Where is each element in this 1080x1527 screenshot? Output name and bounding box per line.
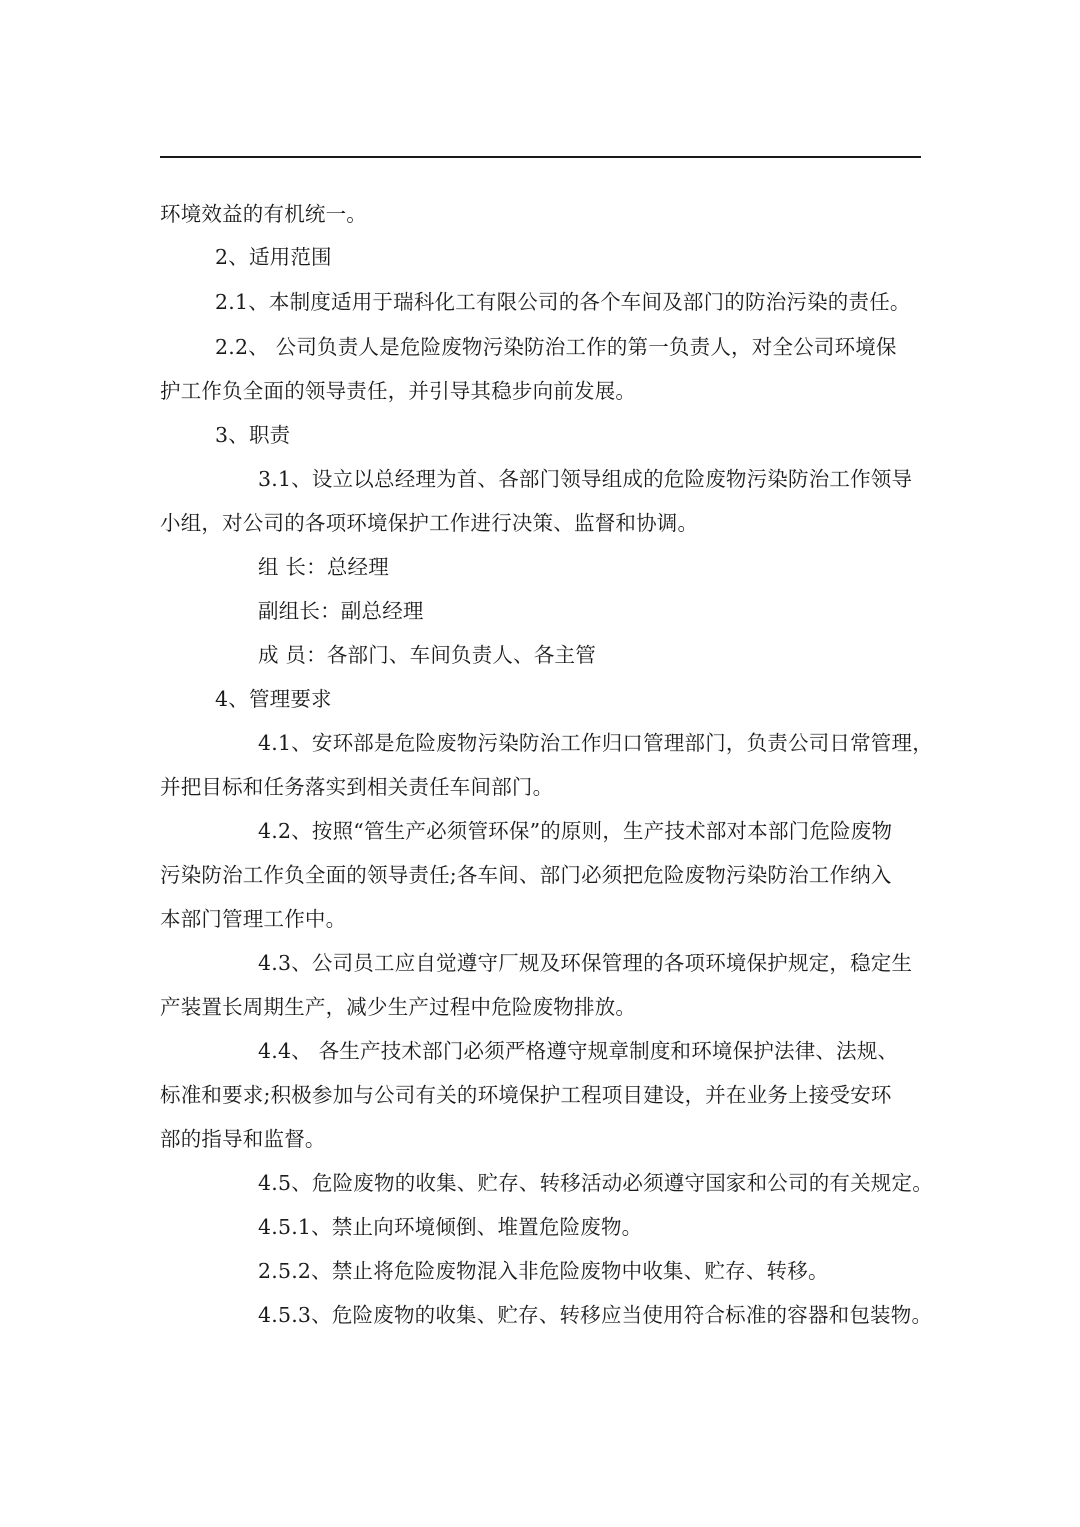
clause-2-2-line1: 2.2、 公司负责人是危险废物污染防治工作的第一负责人，对全公司环境保 <box>215 335 897 359</box>
clause-4-4-line2: 标准和要求;积极参加与公司有关的环境保护工程项目建设，并在业务上接受安环 <box>160 1083 892 1107</box>
clause-4-1-line2: 并把目标和任务落实到相关责任车间部门。 <box>160 775 554 799</box>
text-line-continuation: 环境效益的有机统一。 <box>160 202 367 226</box>
clause-4-2-line2: 污染防治工作负全面的领导责任;各车间、部门必须把危险废物污染防治工作纳入 <box>160 863 892 887</box>
clause-4-3-line2: 产装置长周期生产，减少生产过程中危险废物排放。 <box>160 995 637 1019</box>
clause-4-4-line3: 部的指导和监督。 <box>160 1127 326 1151</box>
heading-responsibilities: 3、职责 <box>215 423 291 447</box>
clause-4-2-line3: 本部门管理工作中。 <box>160 907 347 931</box>
clause-3-1-line1: 3.1、设立以总经理为首、各部门领导组成的危险废物污染防治工作领导 <box>258 467 913 491</box>
team-members: 成 员：各部门、车间负责人、各主管 <box>258 643 596 667</box>
team-deputy-leader: 副组长：副总经理 <box>258 599 424 623</box>
clause-3-1-line2: 小组，对公司的各项环境保护工作进行决策、监督和协调。 <box>160 511 699 535</box>
clause-4-5-3: 4.5.3、危险废物的收集、贮存、转移应当使用符合标准的容器和包装物。 <box>258 1303 933 1327</box>
clause-4-4-line1: 4.4、 各生产技术部门必须严格遵守规章制度和环境保护法律、法规、 <box>258 1039 899 1063</box>
clause-2-5-2: 2.5.2、禁止将危险废物混入非危险废物中收集、贮存、转移。 <box>258 1259 829 1283</box>
heading-applicable-scope: 2、适用范围 <box>215 245 332 269</box>
clause-4-2-line1: 4.2、按照“管生产必须管环保”的原则，生产技术部对本部门危险废物 <box>258 819 893 843</box>
clause-2-2-line2: 护工作负全面的领导责任，并引导其稳步向前发展。 <box>160 379 637 403</box>
team-leader: 组 长：总经理 <box>258 555 389 579</box>
clause-4-1-line1: 4.1、安环部是危险废物污染防治工作归口管理部门，负责公司日常管理， <box>258 731 933 755</box>
clause-4-5-1: 4.5.1、禁止向环境倾倒、堆置危险废物。 <box>258 1215 643 1239</box>
heading-management-requirements: 4、管理要求 <box>215 687 332 711</box>
header-rule <box>160 156 921 158</box>
clause-2-1: 2.1、本制度适用于瑞科化工有限公司的各个车间及部门的防治污染的责任。 <box>215 290 911 314</box>
clause-4-3-line1: 4.3、公司员工应自觉遵守厂规及环保管理的各项环境保护规定，稳定生 <box>258 951 913 975</box>
clause-4-5: 4.5、危险废物的收集、贮存、转移活动必须遵守国家和公司的有关规定。 <box>258 1171 933 1195</box>
